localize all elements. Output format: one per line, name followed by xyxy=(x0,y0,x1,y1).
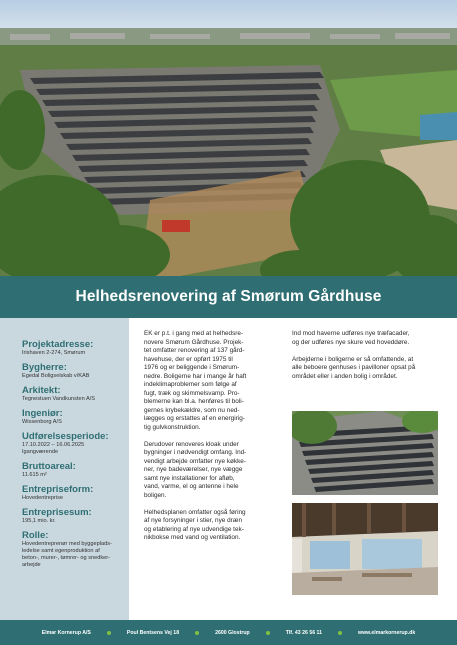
text-line: fugt, træk og skimmelsvamp. Pro- xyxy=(144,389,240,397)
fact-value: Irishaven 2-274, Smørum xyxy=(22,350,86,356)
title-band xyxy=(0,276,457,318)
fact-item xyxy=(22,530,129,569)
fact-value: arbejde xyxy=(22,562,41,568)
text-line: nikbokse med vand og ventilation. xyxy=(144,534,241,541)
text-line: ner, nye badeværelser, nye vægge xyxy=(144,466,243,473)
paragraph xyxy=(144,509,281,543)
aerial-houses-photo xyxy=(292,411,438,495)
paragraph xyxy=(292,330,438,347)
footer-phone: Tlf. 43 26 56 11 xyxy=(285,629,323,636)
fact-value: 17.10.2022 – 16.06.2025 xyxy=(22,442,85,448)
text-line: Ind mod haverne udføres nye træfacader, xyxy=(292,330,410,337)
text-line: novere Smørum Gårdhuse. Projek- xyxy=(144,338,244,346)
fact-value: 195,1 mio. kr. xyxy=(22,518,56,524)
description-column-1 xyxy=(144,330,281,551)
fact-item xyxy=(22,484,129,502)
footer-contact-bar xyxy=(0,620,457,645)
text-line: tet omfatter renovering af 137 gård- xyxy=(144,347,245,354)
text-line: tig gulvkonstruktion. xyxy=(144,423,201,431)
text-line: og etablering af nye udvendige tek- xyxy=(144,525,244,533)
text-line: nedre. Boligerne har i mange år haft xyxy=(144,372,247,380)
paragraph xyxy=(144,330,281,432)
fact-label: Bruttoareal: xyxy=(22,461,76,472)
text-line: boligen. xyxy=(144,491,167,499)
fact-value: Hovedentreprise xyxy=(22,495,64,501)
text-line: lægges og erstattes af en energirig- xyxy=(144,415,245,422)
separator-dot-icon xyxy=(107,631,111,635)
fact-label: Bygherre: xyxy=(22,362,67,373)
fact-value: Wissenborg A/S xyxy=(22,419,62,425)
text-line: indeklimaproblemer som følge af xyxy=(144,381,237,388)
footer-address: Poul Bentsens Vej 18 xyxy=(126,629,180,636)
text-line: Derudover renoveres kloak under xyxy=(144,440,239,448)
fact-value: beton-, murer-, tømrer- og snedker- xyxy=(22,555,110,561)
fact-item xyxy=(22,431,129,456)
text-line: af nye forsyninger i stier, nye dræn xyxy=(144,517,243,524)
fact-label: Udførelsesperiode: xyxy=(22,431,109,442)
fact-label: Projektadresse: xyxy=(22,339,94,350)
page-title: Helhedsrenovering af Smørum Gårdhuse xyxy=(75,288,382,305)
text-line: og der udføres nye skure ved hoveddøre. xyxy=(292,338,410,346)
text-line: Helhedsplanen omfatter også føring xyxy=(144,508,246,516)
text-line: samt nye installationer for afløb, xyxy=(144,474,235,482)
fact-label: Entrepriseform: xyxy=(22,484,94,495)
text-line: området eller i anden bolig i området. xyxy=(292,372,398,380)
text-line: bygninger i nødvendigt omfang. Ind- xyxy=(144,449,247,456)
interior-construction-photo xyxy=(292,503,438,595)
fact-value: Tegnestuen Vandkunsten A/S xyxy=(22,396,95,402)
fact-item xyxy=(22,385,129,403)
fact-item xyxy=(22,408,129,426)
text-line: havehuse, der er opført 1975 til xyxy=(144,355,233,363)
text-line: vendigt arbejde omfatter nye køkke- xyxy=(144,457,246,465)
footer-city: 2600 Glostrup xyxy=(215,629,250,636)
fact-item xyxy=(22,362,129,380)
fact-item xyxy=(22,507,129,525)
paragraph xyxy=(144,441,281,501)
fact-value: ledelse samt egenproduktion af xyxy=(22,548,100,554)
description-column-2 xyxy=(292,330,438,390)
text-line: EK er p.t. i gang med at helhedsre- xyxy=(144,330,244,337)
aerial-photo-illustration xyxy=(0,0,457,276)
fact-label: Rolle: xyxy=(22,530,49,541)
footer-company: Elmar Kornerup A/S xyxy=(41,629,91,636)
fact-label: Ingeniør: xyxy=(22,408,63,419)
separator-dot-icon xyxy=(266,631,270,635)
fact-value: Igangværende xyxy=(22,449,59,455)
fact-value: Egedal Boligselskab v/KAB xyxy=(22,373,90,379)
separator-dot-icon xyxy=(338,631,342,635)
fact-item xyxy=(22,339,129,357)
text-line: 1976 og er beliggende i Smørum- xyxy=(144,364,240,371)
text-line: vand, varme, el og antenne i hele xyxy=(144,483,239,490)
separator-dot-icon xyxy=(195,631,199,635)
paragraph xyxy=(292,356,438,382)
fact-label: Arkitekt: xyxy=(22,385,61,396)
fact-label: Entreprisesum: xyxy=(22,507,92,518)
fact-value: 11.615 m² xyxy=(22,472,47,478)
footer-website-link[interactable]: www.elmarkornerup.dk xyxy=(358,629,416,636)
text-line: Arbejderne i boligerne er så omfattende, at xyxy=(292,355,414,363)
hero-aerial-photo xyxy=(0,0,457,276)
fact-value: Hovedentreprenør med byggeplads- xyxy=(22,541,112,547)
text-line: gernes krybekældre, som nu ned- xyxy=(144,406,240,414)
text-line: blemerne kan bl.a. henføres til boli- xyxy=(144,398,244,405)
project-facts-sidebar xyxy=(0,318,129,620)
fact-item xyxy=(22,461,129,479)
text-line: alle beboere genhuses i pavilloner opsat på xyxy=(292,364,416,371)
